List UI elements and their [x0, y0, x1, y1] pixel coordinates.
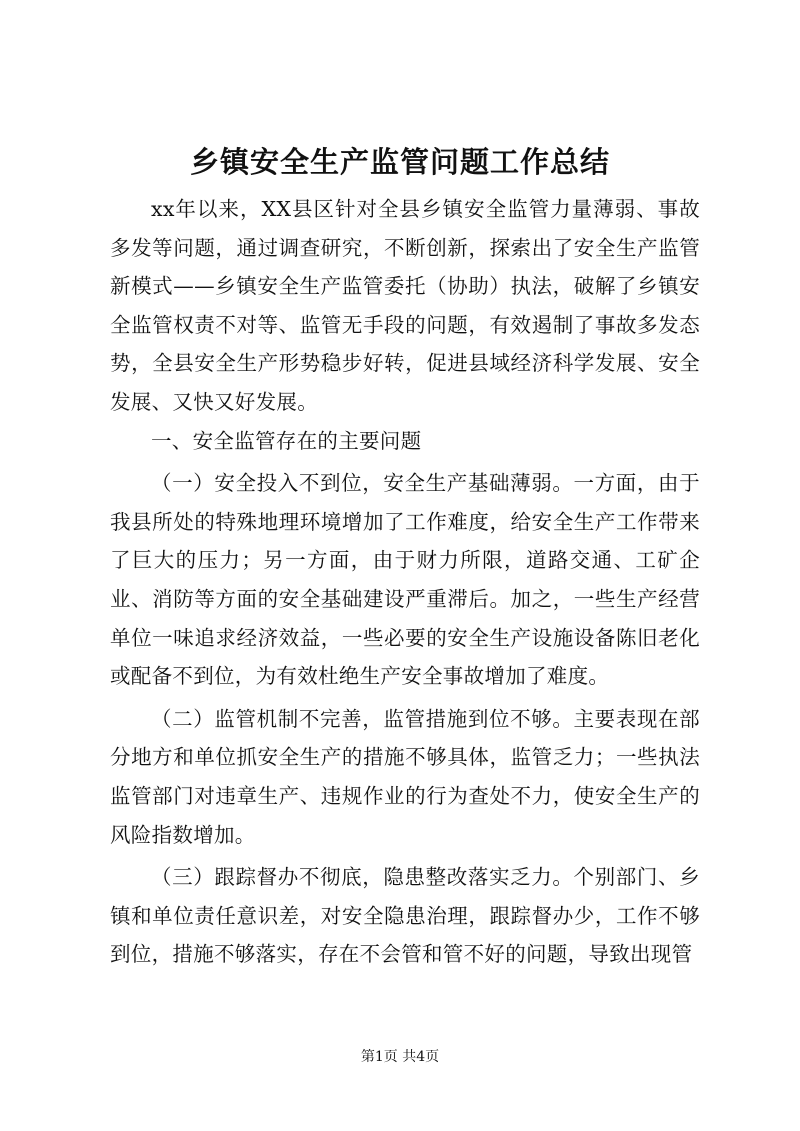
document-body [110, 190, 700, 974]
page-number-footer: 第1页 共4页 [360, 1049, 440, 1065]
problem-paragraph-2: （二）监管机制不完善，监管措施到位不够。主要表现在部分地方和单位抓安全生产的措施不够具体，监管乏力；一些执法监管部门对违章生产、违规作业的行为查处不力，使安全生产的风险指数增加。 [110, 706, 700, 847]
intro-paragraph: xx年以来，XX县区针对全县乡镇安全监管力量薄弱、事故多发等问题，通过调查研究，不断创新，探索出了安全生产监管新模式——乡镇安全生产监管委托（协助）执法，破解了乡镇安全监管权责不对等、监管无手段的问题，有效遏制了事故多发态势，全县安全生产形势稳步好转，促进县域经济科学发展、安全发展、又快又好发展。 [110, 197, 700, 414]
document-title: 乡镇安全生产监管问题工作总结 [189, 145, 610, 179]
problem-paragraph-3: （三）跟踪督办不彻底，隐患整改落实乏力。个别部门、乡镇和单位责任意识差，对安全隐患治理，跟踪督办少，工作不够到位，措施不够落实，存在不会管和管不好的问题，导致出现管 [110, 865, 700, 967]
section-heading: 一、安全监管存在的主要问题 [151, 428, 422, 453]
problem-paragraph-1: （一）安全投入不到位，安全生产基础薄弱。一方面，由于我县所处的特殊地理环境增加了工作难度，给安全生产工作带来了巨大的压力；另一方面，由于财力所限，道路交通、工矿企业、消防等方面的安全基础建设严重滞后。加之，一些生产经营单位一味追求经济效益，一些必要的安全生产设施设备陈旧老化或配备不到位，为有效杜绝生产安全事故增加了难度。 [110, 471, 700, 689]
